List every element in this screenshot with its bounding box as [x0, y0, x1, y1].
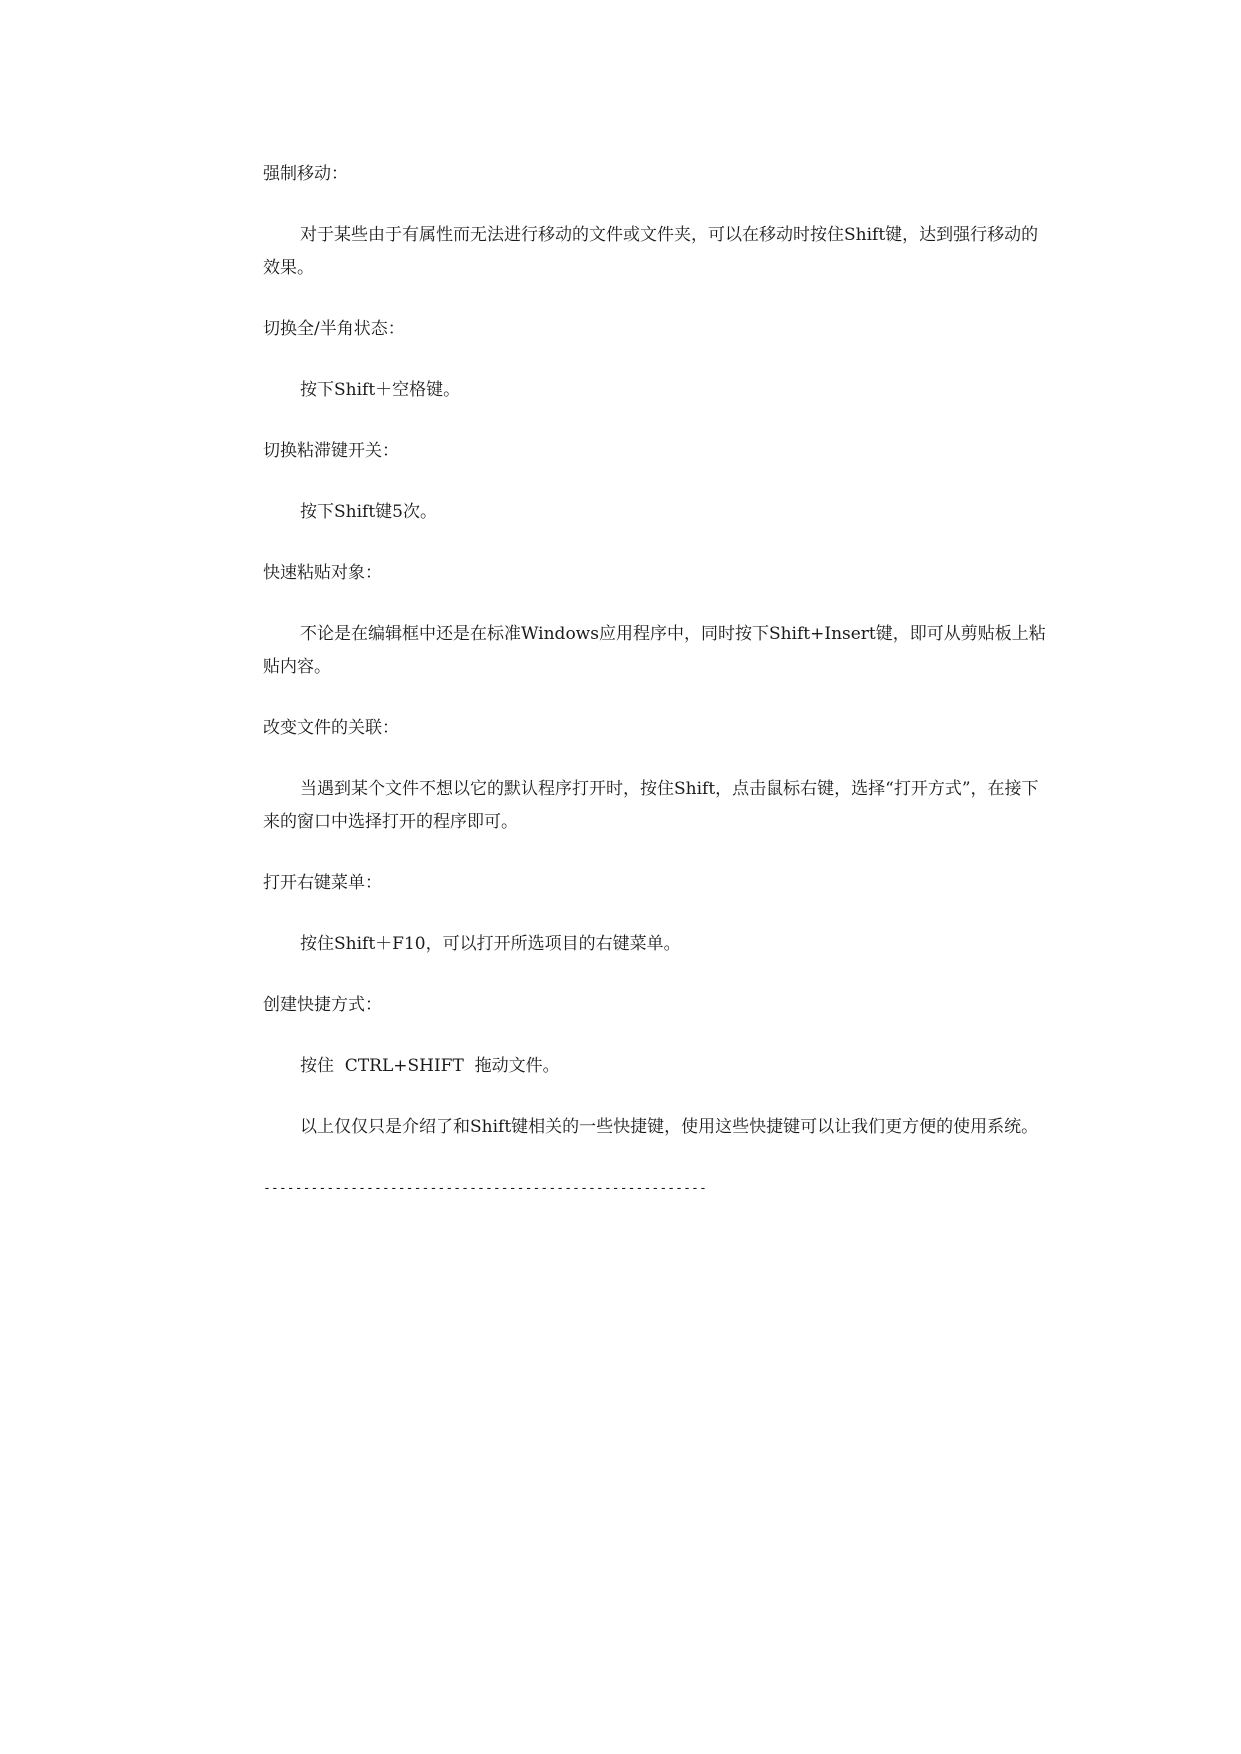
section-body: 按住 CTRL+SHIFT 拖动文件。 — [300, 1056, 560, 1076]
section-heading: 改变文件的关联： — [263, 718, 399, 738]
section-force-move — [263, 158, 1053, 285]
section-body: 不论是在编辑框中还是在标准Windows应用程序中，同时按下Shift+Insert键，即可从剪贴板上粘贴内容。 — [263, 624, 1046, 677]
section-heading: 切换全/半角状态： — [263, 319, 405, 339]
section-sticky-keys — [263, 435, 1053, 529]
conclusion-paragraph: 以上仅仅只是介绍了和Shift键相关的一些快捷键，使用这些快捷键可以让我们更方便的使用系统。 — [300, 1117, 1039, 1137]
section-body: 按住Shift＋F10，可以打开所选项目的右键菜单。 — [300, 934, 681, 954]
document-page — [263, 158, 1053, 1205]
section-toggle-width — [263, 313, 1053, 407]
section-heading: 打开右键菜单： — [263, 873, 382, 893]
section-quick-paste — [263, 557, 1053, 684]
divider-line: -------------------------------------------------------- — [263, 1181, 707, 1196]
section-body: 按下Shift键5次。 — [300, 502, 437, 522]
section-body: 对于某些由于有属性而无法进行移动的文件或文件夹，可以在移动时按住Shift键，达到强行移动的效果。 — [263, 225, 1039, 278]
section-heading: 切换粘滞键开关： — [263, 441, 399, 461]
section-heading: 快速粘贴对象： — [263, 563, 382, 583]
section-file-association — [263, 712, 1053, 839]
section-body: 当遇到某个文件不想以它的默认程序打开时，按住Shift，点击鼠标右键，选择“打开方式”，在接下来的窗口中选择打开的程序即可。 — [263, 779, 1039, 832]
section-heading: 创建快捷方式： — [263, 995, 382, 1015]
section-create-shortcut — [263, 989, 1053, 1083]
section-body: 按下Shift＋空格键。 — [300, 380, 461, 400]
section-context-menu — [263, 867, 1053, 961]
section-heading: 强制移动： — [263, 164, 348, 184]
